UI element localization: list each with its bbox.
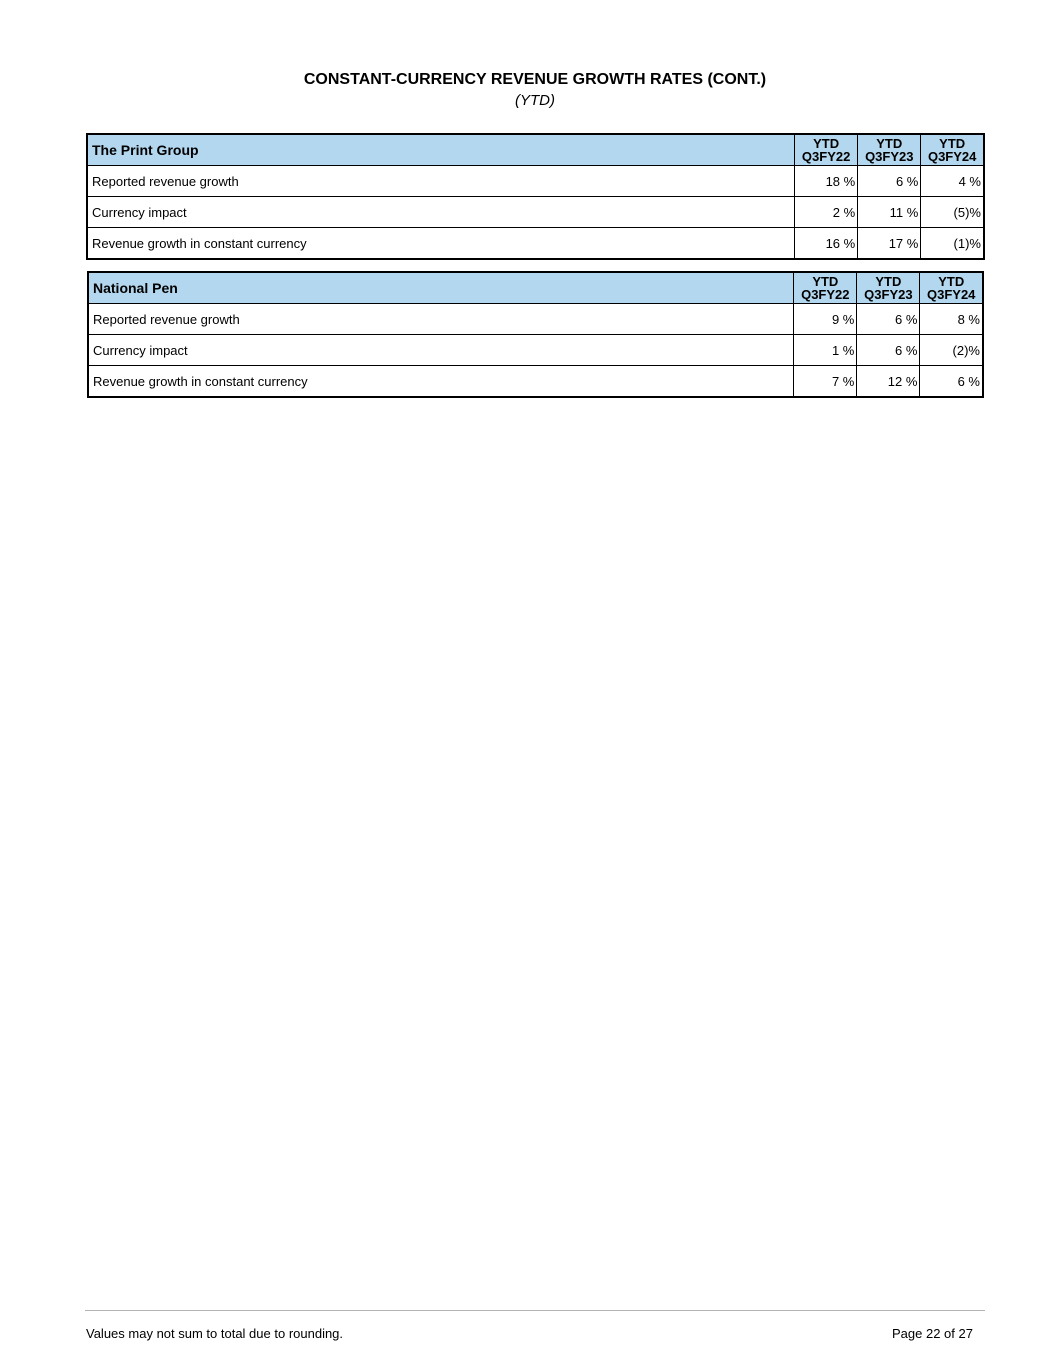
column-header-line1: YTD [939,136,966,151]
column-header [858,134,921,166]
segment-name: National Pen [88,272,794,304]
table-row [88,304,983,335]
table-cell: (1)% [921,228,984,260]
column-header [921,134,984,166]
column-header [920,272,983,304]
column-header-line1: YTD [876,136,903,151]
row-label: Reported revenue growth [87,166,795,197]
row-label: Reported revenue growth [88,304,794,335]
segment-name: The Print Group [87,134,795,166]
table-row [88,366,983,398]
table-cell: 6 % [920,366,983,398]
table-cell: 17 % [858,228,921,260]
column-header-line1: YTD [875,274,902,289]
column-header [795,134,858,166]
column-header-line2: Q3FY24 [926,287,976,302]
table-row [87,166,984,197]
table-cell: 6 % [858,166,921,197]
row-label: Currency impact [87,197,795,228]
table-cell: (2)% [920,335,983,366]
column-header-line1: YTD [812,274,839,289]
footer-note: Values may not sum to total due to rounding. [86,1326,344,1341]
table-cell: 11 % [858,197,921,228]
table-cell: 7 % [794,366,857,398]
column-header-line2: Q3FY24 [927,149,977,164]
table-cell: 1 % [794,335,857,366]
print-group-table [86,133,985,260]
column-header-line2: Q3FY23 [864,287,913,302]
column-header-line1: YTD [813,136,840,151]
table-cell: 8 % [920,304,983,335]
column-header-line2: Q3FY22 [801,287,850,302]
table-cell: 9 % [794,304,857,335]
row-label: Currency impact [88,335,794,366]
column-header-line1: YTD [938,274,965,289]
table-row [87,197,984,228]
table-row [87,228,984,260]
table-header-row [88,272,983,304]
table-cell: 2 % [795,197,858,228]
table-cell: 18 % [795,166,858,197]
footer-divider [85,1310,985,1311]
table-cell: 12 % [857,366,920,398]
table-cell: 4 % [921,166,984,197]
column-header [857,272,920,304]
column-header-line2: Q3FY23 [865,149,914,164]
table-row [88,335,983,366]
column-header-line2: Q3FY22 [801,149,851,164]
row-label: Revenue growth in constant currency [88,366,794,398]
row-label: Revenue growth in constant currency [87,228,795,260]
table-cell: 6 % [857,335,920,366]
column-header [794,272,857,304]
table-cell: (5)% [921,197,984,228]
table-cell: 6 % [857,304,920,335]
table-cell: 16 % [795,228,858,260]
national-pen-table [87,271,984,398]
page-title: CONSTANT-CURRENCY REVENUE GROWTH RATES (CONT.) [303,71,767,88]
page-number: Page 22 of 27 [892,1326,973,1341]
page-subtitle: (YTD) [515,92,555,109]
table-header-row [87,134,984,166]
